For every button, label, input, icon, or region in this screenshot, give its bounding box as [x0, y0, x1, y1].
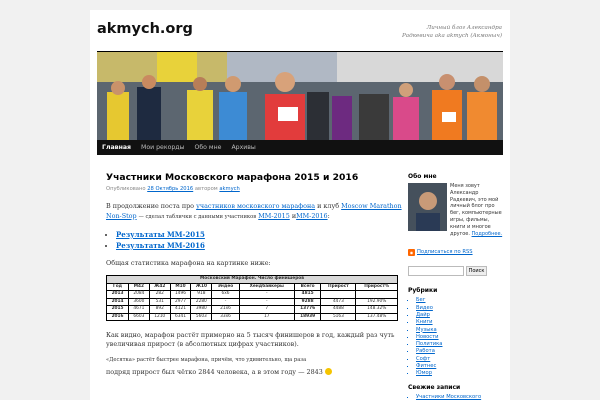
table-header-cell: Ж10: [191, 283, 212, 291]
author-avatar: [408, 183, 447, 231]
post-content: [106, 173, 402, 384]
rss-subscribe[interactable]: [408, 249, 504, 256]
table-cell: -: [239, 291, 294, 299]
search-button[interactable]: Поиск: [466, 266, 487, 276]
table-cell: 6х6: [212, 291, 239, 299]
ten-km-paragraph: «Десятка» растёт быстрее марафона, причём, что удивительно, ща раза: [106, 357, 307, 364]
nav-item-home[interactable]: Главная: [102, 144, 131, 151]
table-cell: 1210: [149, 313, 170, 321]
rss-link[interactable]: Подписаться по RSS: [417, 249, 473, 256]
site-title[interactable]: akmych.org: [97, 21, 193, 37]
post-meta: [106, 185, 402, 194]
table-cell: 13776: [294, 306, 321, 314]
table-cell: 4671: [129, 306, 150, 314]
table-cell: 2016: [107, 313, 129, 321]
table-header-cell: Всего: [294, 283, 321, 291]
meta-by: автором: [194, 186, 218, 193]
table-cell: 21х6: [212, 306, 239, 314]
stats-table-image: [106, 275, 402, 321]
stats-paragraph: Общая статистика марафона на картинке ниже:: [106, 258, 271, 267]
table-cell: 282: [149, 291, 170, 299]
table-cell: 2013: [107, 291, 129, 299]
table-cell: 18939: [294, 313, 321, 321]
growth-paragraph: Как видно, марафон растёт примерно на 5 тысяч финишеров в год, каждый раз чуть увеличивая прирост (в абсолютных цифрах участников).: [106, 331, 395, 349]
table-cell: -: [212, 298, 239, 306]
table-caption: Московский Марафон. Число финишеров: [107, 276, 398, 284]
rubric-link[interactable]: Политика: [416, 341, 443, 348]
table-cell: 9288: [294, 298, 321, 306]
post-title[interactable]: Участники Московского марафона 2015 и 2016: [106, 172, 359, 183]
rubric-link[interactable]: Юмор: [416, 370, 432, 377]
table-cell: 4473: [321, 298, 356, 306]
nav-item-about[interactable]: Обо мне: [194, 144, 222, 151]
rubric-link[interactable]: Софт: [416, 355, 431, 362]
table-header-cell: Хендбайкеры: [239, 283, 294, 291]
main-navigation: [97, 140, 503, 155]
table-row: [107, 306, 398, 314]
rubric-item: [416, 370, 504, 377]
table-header-cell: М10: [170, 283, 191, 291]
table-cell: 17: [239, 313, 294, 321]
table-cell: 33х6: [212, 313, 239, 321]
rubric-item: [416, 356, 504, 363]
rubric-link[interactable]: Дайр: [416, 311, 430, 318]
table-cell: 892: [149, 306, 170, 314]
results-2015-item: [116, 229, 402, 240]
rubric-link[interactable]: Видео: [416, 304, 433, 311]
rubric-link[interactable]: Музыка: [416, 326, 437, 333]
sidebar: [408, 173, 504, 400]
post-date-link[interactable]: 28 Октябрь 2016: [147, 186, 194, 193]
meta-prefix: Опубликовано: [106, 186, 146, 193]
intro-text-b: и клуб: [317, 202, 340, 211]
intro-text-a: В продолжение поста про: [106, 202, 195, 211]
intro-paragraph: [106, 202, 402, 221]
table-cell: 192.90%: [356, 298, 398, 306]
table-cell: 4121: [170, 306, 191, 314]
mm2015-link[interactable]: ММ-2015: [258, 211, 290, 220]
rubric-link[interactable]: Фитнес: [416, 363, 437, 370]
table-header-cell: М42: [129, 283, 150, 291]
table-cell: 1496: [170, 291, 191, 299]
site-description: Личный блог Александра Радкевича aka akmych (Акмоныч): [402, 25, 502, 39]
about-text: [450, 183, 504, 237]
intro-text-c: — сделал таблички с данными участников: [138, 213, 257, 220]
rubrics-list: [408, 297, 504, 377]
table-cell: 5163: [321, 313, 356, 321]
table-cell: 918: [191, 291, 212, 299]
smiley-icon: [325, 368, 332, 375]
table-cell: 2084: [129, 291, 150, 299]
about-more-link[interactable]: Подробнее.: [471, 230, 503, 237]
rss-icon: ◉: [409, 250, 414, 256]
results-2015-link[interactable]: Результаты ММ-2015: [116, 229, 205, 239]
recent-posts-list: [408, 394, 504, 400]
nav-item-archives[interactable]: Архивы: [231, 144, 256, 151]
table-header-cell: Прирост%: [356, 283, 398, 291]
banner-photo: [97, 52, 503, 148]
table-header-cell: Год: [107, 283, 129, 291]
rubrics-widget-title: Рубрики: [408, 287, 438, 295]
mm2016-link[interactable]: ММ-2016: [296, 211, 328, 220]
table-cell: [356, 291, 398, 299]
rubric-item: [416, 312, 504, 319]
table-cell: 3600: [129, 298, 150, 306]
table-cell: 7: [239, 306, 294, 314]
table-body: [107, 291, 398, 321]
results-2016-link[interactable]: Результаты ММ-2016: [116, 240, 205, 250]
rubric-item: [416, 348, 504, 355]
recent-widget-title: Свежие записи: [408, 383, 461, 391]
table-cell: 3980: [191, 306, 212, 314]
results-2016-item: [116, 240, 402, 251]
page-wrapper: [90, 10, 510, 400]
table-row: [107, 298, 398, 306]
intro-end: :: [327, 211, 330, 220]
club-link[interactable]: Moscow Marathon Non-Stop: [106, 202, 402, 220]
rubric-item: [416, 297, 504, 304]
participants-link[interactable]: участников московского марафона: [196, 202, 316, 211]
rubric-item: [416, 334, 504, 341]
table-cell: 4815: [294, 291, 321, 299]
table-cell: 137.48%: [356, 313, 398, 321]
search-input[interactable]: [408, 266, 464, 276]
about-description: Меня зовут Александр Радкевич, это мой личный блог про бег, компьютерные игры, фильмы, книги и многое другое.: [450, 183, 502, 237]
rubric-link[interactable]: Книги: [416, 319, 433, 326]
table-cell: 5603: [191, 313, 212, 321]
rubric-link[interactable]: Новости: [416, 333, 439, 340]
table-row: [107, 291, 398, 299]
table-row: [107, 313, 398, 321]
table-cell: 2014: [107, 298, 129, 306]
search-form: [408, 266, 504, 276]
table-cell: 2015: [107, 306, 129, 314]
table-cell: [321, 291, 356, 299]
table-cell: 2977: [170, 298, 191, 306]
about-widget: [408, 183, 504, 237]
table-cell: 4488: [321, 306, 356, 314]
recent-post-link[interactable]: Участники Московского: [416, 393, 482, 400]
nav-item-records[interactable]: Мои рекорды: [141, 144, 185, 151]
post-author-link[interactable]: akmych: [219, 186, 240, 193]
table-cell: 148.32%: [356, 306, 398, 314]
table-header-cell: Ж42: [149, 283, 170, 291]
rubric-link[interactable]: Работа: [416, 348, 435, 355]
increase-paragraph: [106, 368, 402, 377]
table-cell: 2280: [191, 298, 212, 306]
table-header-cell: Прирост: [321, 283, 356, 291]
recent-post-item: [416, 394, 504, 400]
avatar-photo: [408, 183, 447, 231]
results-list: [106, 229, 402, 251]
intro-and: и: [291, 211, 297, 220]
table-header-row: [107, 283, 398, 291]
rubric-item: [416, 305, 504, 312]
increase-text: подряд прирост был чётко 2844 человека, а в этом году — 2843: [106, 367, 323, 376]
header-banner-image: [97, 52, 503, 148]
about-widget-title: Обо мне: [408, 173, 437, 180]
rubric-item: [416, 363, 504, 370]
rubric-link[interactable]: Бег: [416, 297, 426, 304]
table-header-cell: Эндео: [212, 283, 239, 291]
rubric-item: [416, 319, 504, 326]
table-cell: 6603: [129, 313, 150, 321]
table-cell: -: [239, 298, 294, 306]
stats-table: [106, 275, 398, 321]
rubric-item: [416, 327, 504, 334]
table-cell: 531: [149, 298, 170, 306]
table-cell: 6341: [170, 313, 191, 321]
rubric-item: [416, 341, 504, 348]
